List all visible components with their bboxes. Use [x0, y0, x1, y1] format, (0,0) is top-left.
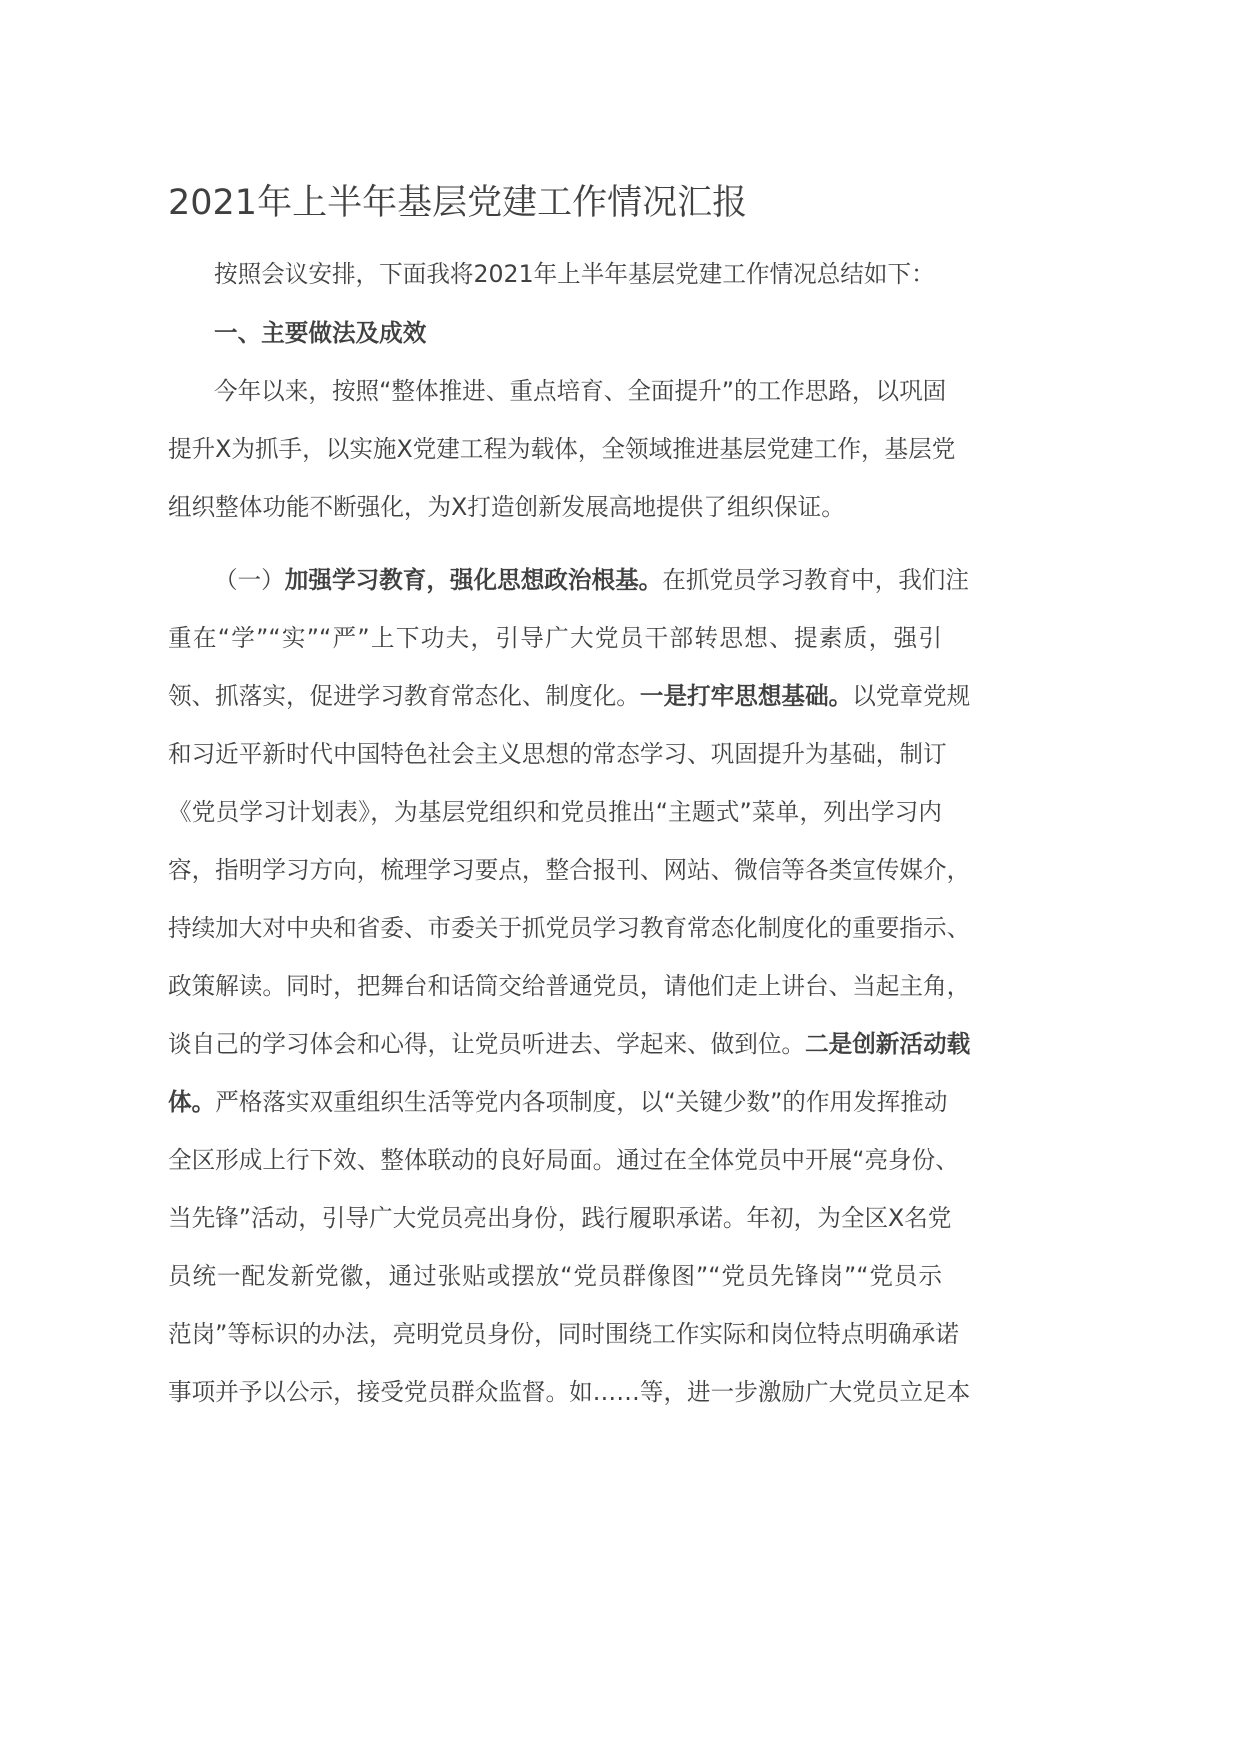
paragraph-line: 员统一配发新党徽，通过张贴或摆放“党员群像图”“党员先锋岗”“党员示 — [168, 1262, 942, 1290]
paragraph-text: 谈自己的学习体会和心得，让党员听进去、学起来、做到位。 — [168, 1030, 806, 1058]
paragraph-line: 提升X为抓手，以实施X党建工程为载体，全领域推进基层党建工作，基层党 — [168, 435, 956, 463]
paragraph-line: 全区形成上行下效、整体联动的良好局面。通过在全体党员中开展“亮身份、 — [168, 1146, 959, 1174]
paragraph-line: 今年以来，按照“整体推进、重点培育、全面提升”的工作思路，以巩固 — [214, 377, 947, 405]
paragraph-line: 持续加大对中央和省委、市委关于抓党员学习教育常态化制度化的重要指示、 — [168, 914, 971, 942]
paragraph-line: 组织整体功能不断强化，为X打造创新发展高地提供了组织保证。 — [168, 493, 845, 521]
paragraph-line — [168, 679, 971, 713]
paragraph-text: 严格落实双重组织生活等党内各项制度，以“关键少数”的作用发挥推动 — [215, 1088, 948, 1116]
document-title: 2021年上半年基层党建工作情况汇报 — [168, 183, 748, 223]
paragraph-line: 范岗”等标识的办法，亮明党员身份，同时围绕工作实际和岗位特点明确承诺 — [168, 1320, 959, 1348]
section-heading: 一、主要做法及成效 — [214, 319, 427, 347]
paragraph-line — [168, 1027, 971, 1061]
subsection-heading: 加强学习教育，强化思想政治根基。 — [284, 566, 663, 594]
paragraph-line: 和习近平新时代中国特色社会主义思想的常态学习、巩固提升为基础，制订 — [168, 740, 947, 768]
paragraph-line: 政策解读。同时，把舞台和话筒交给普通党员，请他们走上讲台、当起主角， — [168, 972, 971, 1000]
paragraph-text: 在抓党员学习教育中，我们注 — [662, 566, 969, 594]
point-heading-2: 二是创新活动载 — [805, 1030, 971, 1058]
paragraph-text: 以党章党规 — [852, 682, 971, 710]
paragraph-text: 领、抓落实，促进学习教育常态化、制度化。 — [168, 682, 640, 710]
subsection-line — [214, 563, 969, 597]
paragraph-line: 容，指明学习方向，梳理学习要点，整合报刊、网站、微信等各类宣传媒介， — [168, 856, 971, 884]
paragraph-line: 事项并予以公示，接受党员群众监督。如……等，进一步激励广大党员立足本 — [168, 1378, 971, 1406]
intro-paragraph: 按照会议安排，下面我将2021年上半年基层党建工作情况总结如下： — [214, 260, 935, 288]
paragraph-line — [168, 1085, 948, 1119]
paragraph-line: 《党员学习计划表》，为基层党组织和党员推出“主题式”菜单，列出学习内 — [168, 798, 942, 826]
paragraph-line: 重在“学”“实”“严”上下功夫，引导广大党员干部转思想、提素质，强引 — [168, 624, 942, 652]
subsection-number: （一） — [214, 566, 285, 594]
paragraph-line: 当先锋”活动，引导广大党员亮出身份，践行履职承诺。年初，为全区X名党 — [168, 1204, 952, 1232]
point-heading-2-end: 体。 — [168, 1088, 216, 1116]
point-heading-1: 一是打牢思想基础。 — [639, 682, 853, 710]
